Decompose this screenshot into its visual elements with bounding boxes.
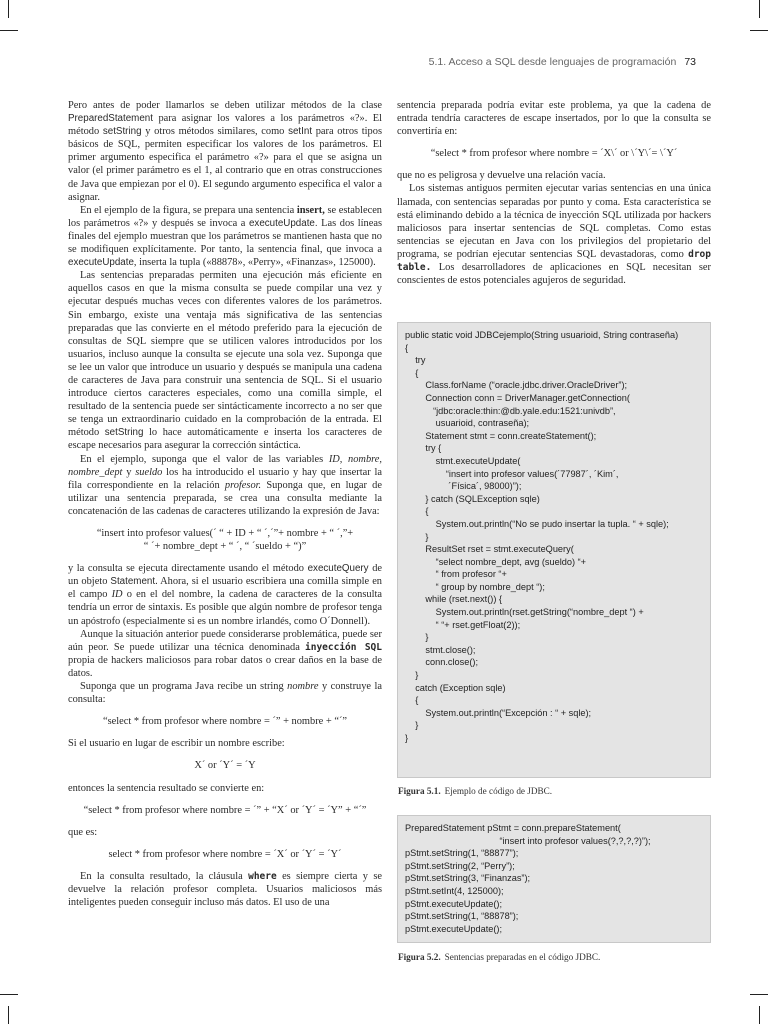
paragraph <box>68 204 382 269</box>
equation: X´ or ´Y´ = ´Y <box>194 760 256 772</box>
code-line: } <box>405 531 429 542</box>
caption-text: Ejemplo de código de JDBC. <box>444 786 553 796</box>
text: Aunque la situación anterior puede considerarse problemática, puede ser aún peor. Se puede utilizar una técnica denominada <box>68 628 382 653</box>
text: es siempre cierta y se devuelve la relación profesor completa. Usuarios maliciosos más inteligentes pueden conseguir incluso más datos. El uso de una <box>68 870 382 909</box>
code-term: executeUpdate <box>68 257 134 269</box>
text: para otros tipos básicos de SQL, permiten especificar los valores de los parámetros. El primer argumento especifica el parámetro «?» para el que se asigna un valor (el primer parámetro es el 1, al contrario que en otras construcciones de Java que empiezan por el 0). El segundo argumento especifica el valor a asignar. <box>68 126 382 203</box>
code-term: Statement <box>110 576 156 588</box>
caption-label: Figura 5.2. <box>398 952 441 962</box>
code-line: { <box>405 506 429 517</box>
code-line: “ group by nombre_dept “); <box>405 581 545 592</box>
code-line: { <box>405 695 419 706</box>
code-term: setInt <box>288 126 313 138</box>
code-line: } <box>405 670 419 681</box>
right-column <box>397 99 711 287</box>
paragraph <box>68 562 382 627</box>
code-line: pStmt.setString(1, “88878”); <box>405 911 519 922</box>
paragraph: entonces la sentencia resultado se convierte en: <box>68 782 265 794</box>
paragraph <box>68 628 382 680</box>
code-line: pStmt.executeUpdate(); <box>405 898 503 909</box>
code-line: } <box>405 720 419 731</box>
code-line: System.out.println(“Excepción : “ + sqle); <box>405 707 592 718</box>
text: En el ejemplo de la figura, se prepara una sentencia <box>80 204 297 216</box>
code-line: “insert into profesor values(´77987´, ´Kim´, <box>405 468 619 479</box>
text: y otros métodos similares, como <box>141 126 289 138</box>
code-listing-prepared-statements <box>397 815 711 943</box>
code-line: System.out.println(“No se pudo insertar la tupla. “ + sqle); <box>405 518 669 529</box>
code-line: pStmt.executeUpdate(); <box>405 923 503 934</box>
text: En la consulta resultado, la cláusula <box>80 870 249 882</box>
left-column <box>68 99 382 909</box>
code-line: System.out.println(rset.getString(“nombre_dept “) + <box>405 607 644 618</box>
text: propia de hackers maliciosos para robar datos o crear daños en la base de datos. <box>68 654 382 679</box>
text: , inserta la tupla («88878», «Perry», «Finanzas», 125000). <box>133 257 376 269</box>
text: lo hace automáticamente e inserta los caracteres de escape necesarios para asegurar la corrección sintáctica. <box>68 427 382 452</box>
paragraph <box>68 269 382 452</box>
code-term: setString <box>104 427 144 439</box>
text: para asignar los valores a los parámetros «?». El método <box>68 113 382 138</box>
code-line: catch (Exception sqle) <box>405 682 506 693</box>
code-line: { <box>405 342 409 353</box>
code-line: “select nombre_dept, avg (sueldo) “+ <box>405 556 587 567</box>
paragraph <box>68 99 382 204</box>
text: y construye la consulta: <box>68 681 382 706</box>
code-line: stmt.executeUpdate( <box>405 455 521 466</box>
variable: nombre <box>287 681 319 693</box>
page-number: 73 <box>684 56 696 68</box>
text: o en el del nombre, la cadena de caracteres de la consulta tendría un error de sintaxis. Es posible que algún nombre de profesor tenga un apóstrofo (especialmente si es un nombre irlandés, como O´Donnell). <box>68 589 383 627</box>
code-line: Class.forName (“oracle.jdbc.driver.OracleDriver”); <box>405 380 628 391</box>
text: se establecen los parámetros «?» y después se invoca a <box>68 204 382 229</box>
text: En el ejemplo, suponga que el valor de las variables <box>80 453 329 465</box>
code-line: “ “+ rset.getFloat(2)); <box>405 619 521 630</box>
crop-mark <box>0 994 18 995</box>
equation-line: “insert into profesor values(´ “ + ID + “ ´,´”+ nombre + “ ´,”+ <box>96 528 354 539</box>
code-line: stmt.close(); <box>405 644 476 655</box>
paragraph <box>68 870 382 909</box>
code-line: pStmt.setString(1, “88877”); <box>405 848 519 859</box>
code-line: conn.close(); <box>405 657 479 668</box>
equation: “select * from profesor where nombre = ´” + nombre + “´” <box>102 716 348 728</box>
text: . Ahora, si el usuario escribiera una comilla simple en el campo <box>68 576 382 601</box>
code-term: executeQuery <box>307 563 369 575</box>
code-line: PreparedStatement pStmt = conn.prepareStatement( <box>405 823 621 833</box>
paragraph: Si el usuario en lugar de escribir un nombre escribe: <box>68 738 285 750</box>
crop-mark <box>0 30 18 31</box>
keyword: insert, <box>296 204 325 216</box>
code-line: } catch (SQLException sqle) <box>405 493 540 504</box>
paragraph: que no es peligrosa y devuelve una relación vacía. <box>397 170 606 182</box>
crop-mark <box>750 994 768 995</box>
code-line: “ from profesor “+ <box>405 569 507 580</box>
equation: select * from profesor where nombre = ´X´ or ´Y´ = ´Y´ <box>108 848 342 860</box>
code-line: “insert into profesor values(?,?,?,?)”); <box>405 835 651 846</box>
code-line: “jdbc:oracle:thin:@db.yale.edu:1521:univdb”, <box>405 405 616 416</box>
code-line: usuarioid, contraseña); <box>405 418 530 429</box>
code-line: public static void JDBCejemplo(String usuarioid, String contraseña) <box>405 330 679 340</box>
crop-mark <box>8 0 9 18</box>
code-line: pStmt.setString(3, “Finanzas”); <box>405 873 531 884</box>
code-line: pStmt.setInt(4, 125000); <box>405 885 504 896</box>
paragraph <box>397 182 711 287</box>
text: y la consulta se ejecuta directamente usando el método <box>68 563 308 575</box>
paragraph: que es: <box>68 826 98 838</box>
variable: sueldo <box>135 466 163 478</box>
equation-line: “ ´+ nombre_dept + “ ´, “ ´sueldo + “)” <box>143 541 307 553</box>
caption-text: Sentencias preparadas en el código JDBC. <box>444 952 601 962</box>
text: Las sentencias preparadas permiten una ejecución más eficiente en aquellos casos en que la misma consulta se puede compilar una vez y ejecutar después muchas veces con diferentes valores de los parámetros. Sin embargo, existe una ventaja más significativa de las sentencias preparadas que las convierte en el método preferido para la ejecución de consultas de SQL siempre que se utilicen valores introducidos por los usuarios, incluso aunque la consulta se ejecute una sola vez. Suponga que se lee un valor que introduce un usuario y después se manipula una cadena de caracteres de Java para construir una sentencia de SQL. Si el usuario introduce ciertos caracteres especiales, como una comilla simple, el resultado de la sentencia puede ser sintácticamente incorrecto a no ser que se tenga un extraordinario cuidado en la comprobación de la entrada. El método <box>68 270 382 439</box>
crop-mark <box>759 0 760 18</box>
figure-caption <box>398 952 600 962</box>
text: Los desarrolladores de aplicaciones en SQL necesitan ser conscientes de estos potenciales agujeros de seguridad. <box>397 262 711 287</box>
equation: “select * from profesor where nombre = ´X\´ or \´Y\´= \´Y´ <box>430 148 678 160</box>
caption-label: Figura 5.1. <box>398 786 441 796</box>
code-term: executeUpdate. <box>248 217 318 229</box>
code-line: try { <box>405 443 442 454</box>
code-line: while (rset.next()) { <box>405 594 503 605</box>
paragraph: sentencia preparada podría evitar este problema, ya que la cadena de entrada tendría caracteres de escape insertados, por lo que la consulta se convertiría en: <box>397 100 711 138</box>
crop-mark <box>8 1006 9 1024</box>
running-header <box>426 56 696 68</box>
paragraph <box>68 453 382 518</box>
code-listing-jdbc-example <box>397 322 711 778</box>
equation: “select * from profesor where nombre = ´” + “X´ or ´Y´ = ´Y” + “´” <box>83 804 367 816</box>
text: Suponga que un programa Java recibe un string <box>80 681 288 693</box>
code-line: } <box>405 632 429 643</box>
paragraph <box>68 680 382 706</box>
code-line: pStmt.setString(2, “Perry”); <box>405 860 515 871</box>
code-line: { <box>405 367 419 378</box>
text: Suponga que, en lugar de utilizar una sentencia preparada, se crea una consulta mediante la concatenación de las cadenas de caracteres utilizando la expresión de Java: <box>68 479 382 517</box>
code-term: setString <box>102 126 142 138</box>
variable: ID, nombre, nombre_dept <box>68 453 383 478</box>
code-line: } <box>405 733 409 743</box>
section-title: 5.1. Acceso a SQL desde lenguajes de programación <box>428 56 677 68</box>
keyword: inyección SQL <box>305 641 382 653</box>
text: Los sistemas antiguos permiten ejecutar varias sentencias en una única llamada, con sentencias separadas por punto y coma. Esta característica se está eliminando debido a la técnica de inyección SQL utilizada por hackers maliciosos para insertar sentencias de SQL completas. Como estas sentencias se ejecutan en Java con los privilegios del propietario del programa, se podrían ejecutar sentencias SQL devastadoras, como <box>397 183 711 260</box>
figure-caption <box>398 786 552 796</box>
text: Las dos líneas finales del ejemplo muestran que los parámetros se mantienen hasta que no se modifiquen explícitamente. Por tanto, la sentencia final, que invoca a <box>68 217 383 256</box>
code-line: Statement stmt = conn.createStatement(); <box>405 430 597 441</box>
variable: profesor. <box>224 479 262 491</box>
crop-mark <box>759 1006 760 1024</box>
text: los ha introducido el usuario y hay que insertar la fila correspondiente en la relación <box>68 466 382 491</box>
keyword: drop table. <box>397 248 711 274</box>
code-line: try <box>405 355 426 366</box>
code-line: Connection conn = DriverManager.getConnection( <box>405 392 630 403</box>
equation <box>68 527 382 553</box>
code-line: ´Física´, 98000)”); <box>405 481 522 492</box>
text: Pero antes de poder llamarlos se deben utilizar métodos de la clase <box>68 100 382 111</box>
code-line: ResultSet rset = stmt.executeQuery( <box>405 544 574 555</box>
variable: ID <box>111 589 123 601</box>
text: y <box>122 466 136 478</box>
crop-mark <box>750 30 768 31</box>
text: de un objeto <box>68 563 383 588</box>
keyword: where <box>248 870 277 882</box>
code-term: PreparedStatement <box>68 113 153 125</box>
